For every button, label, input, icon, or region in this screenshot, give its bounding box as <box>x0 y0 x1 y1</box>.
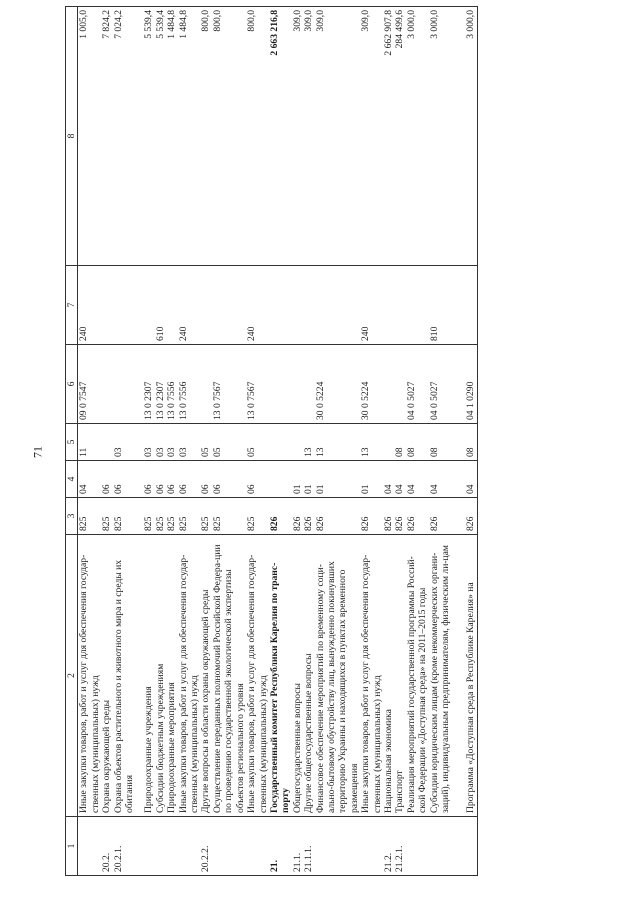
row-name: Осуществление переданных полномочий Российской Федера-ции по проведению государственной экологической экспертизы объектов регионального уровня <box>212 535 246 817</box>
row-subsection: 08 <box>394 424 405 461</box>
row-target-article: 04 0 5027 <box>406 345 429 424</box>
row-subsection: 03 <box>155 424 166 461</box>
table-row <box>212 7 246 876</box>
row-ministry-code: 825 <box>178 498 201 535</box>
row-amount: 2 662 907,8 <box>383 7 394 266</box>
table-row <box>113 7 136 876</box>
rotated-page <box>65 0 640 905</box>
row-subsection: 05 <box>246 424 269 461</box>
row-expense-type <box>315 266 361 345</box>
row-ministry-code: 826 <box>360 498 383 535</box>
row-subsection: 13 <box>303 424 314 461</box>
row-expense-type: 810 <box>429 266 452 345</box>
row-ministry-code: 825 <box>166 498 177 535</box>
row-subsection: 05 <box>200 424 211 461</box>
row-amount: 800,0 <box>200 7 211 266</box>
header-row <box>66 7 78 876</box>
table-row <box>166 7 177 876</box>
header-col-4: 4 <box>66 461 78 498</box>
header-col-2: 2 <box>66 535 78 817</box>
row-section <box>269 461 292 498</box>
row-name: Иные закупки товаров, работ и услуг для обеспечения государ-ственных (муниципальных) нужд <box>178 535 201 817</box>
row-number: 21.1.1. <box>303 817 314 876</box>
header-col-3: 3 <box>66 498 78 535</box>
header-col-5: 5 <box>66 424 78 461</box>
table-row <box>200 7 211 876</box>
row-amount: 309,0 <box>292 7 303 266</box>
row-amount: 3 000,0 <box>406 7 429 266</box>
row-ministry-code: 825 <box>113 498 136 535</box>
row-section: 06 <box>178 461 201 498</box>
header-col-6: 6 <box>66 345 78 424</box>
row-target-article: 04 1 0290 <box>451 345 477 424</box>
table-row <box>78 7 101 876</box>
row-expense-type: 240 <box>178 266 201 345</box>
row-name: Реализация мероприятий государственной программы Россий-ской Федерации «Доступная среда» на 2011–2015 годы <box>406 535 429 817</box>
row-section: 01 <box>360 461 383 498</box>
row-amount: 2 663 216,8 <box>269 7 292 266</box>
row-expense-type <box>394 266 405 345</box>
table-row <box>135 7 154 876</box>
row-number <box>178 817 201 876</box>
row-amount: 7 024,2 <box>113 7 136 266</box>
row-expense-type <box>383 266 394 345</box>
table-row <box>315 7 361 876</box>
row-amount: 5 539,4 <box>135 7 154 266</box>
row-subsection <box>101 424 112 461</box>
row-expense-type <box>451 266 477 345</box>
row-subsection: 13 <box>315 424 361 461</box>
row-section: 04 <box>451 461 477 498</box>
row-section: 01 <box>315 461 361 498</box>
row-target-article <box>101 345 112 424</box>
row-target-article: 13 0 7567 <box>246 345 269 424</box>
row-section: 06 <box>166 461 177 498</box>
row-section: 01 <box>292 461 303 498</box>
row-ministry-code: 826 <box>394 498 405 535</box>
row-target-article: 13 0 7567 <box>212 345 246 424</box>
row-name: Природоохранные учреждения <box>135 535 154 817</box>
row-amount: 309,0 <box>303 7 314 266</box>
row-name: Охрана объектов растительного и животного мира и среды их обитания <box>113 535 136 817</box>
row-amount: 1 005,0 <box>78 7 101 266</box>
row-name: Иные закупки товаров, работ и услуг для обеспечения государ-ственных (муниципальных) нужд <box>78 535 101 817</box>
row-ministry-code: 826 <box>315 498 361 535</box>
row-name: Иные закупки товаров, работ и услуг для обеспечения государ-ственных (муниципальных) нужд <box>246 535 269 817</box>
table-row <box>246 7 269 876</box>
row-subsection: 08 <box>451 424 477 461</box>
table-row <box>178 7 201 876</box>
row-ministry-code: 826 <box>429 498 452 535</box>
row-number: 20.2.1. <box>113 817 136 876</box>
row-section: 06 <box>101 461 112 498</box>
row-number <box>135 817 154 876</box>
row-subsection: 03 <box>113 424 136 461</box>
row-expense-type <box>200 266 211 345</box>
row-target-article <box>113 345 136 424</box>
row-section: 06 <box>155 461 166 498</box>
row-ministry-code: 825 <box>200 498 211 535</box>
row-amount: 800,0 <box>246 7 269 266</box>
row-target-article <box>394 345 405 424</box>
row-target-article: 13 0 7556 <box>178 345 201 424</box>
row-name: Природоохранные мероприятия <box>166 535 177 817</box>
row-amount: 7 824,2 <box>101 7 112 266</box>
row-number <box>451 817 477 876</box>
row-target-article: 30 0 5224 <box>315 345 361 424</box>
row-target-article: 13 0 7556 <box>166 345 177 424</box>
row-expense-type: 240 <box>246 266 269 345</box>
row-section: 06 <box>135 461 154 498</box>
row-amount: 5 539,4 <box>155 7 166 266</box>
row-number <box>360 817 383 876</box>
row-section: 06 <box>246 461 269 498</box>
row-number: 21.1. <box>292 817 303 876</box>
row-target-article: 04 0 5027 <box>429 345 452 424</box>
budget-table <box>65 6 478 876</box>
row-subsection: 03 <box>166 424 177 461</box>
row-expense-type <box>212 266 246 345</box>
row-number: 21.2. <box>383 817 394 876</box>
table-row <box>394 7 405 876</box>
row-subsection: 05 <box>212 424 246 461</box>
row-name: Иные закупки товаров, работ и услуг для обеспечения государ-ственных (муниципальных) нужд <box>360 535 383 817</box>
row-ministry-code: 825 <box>212 498 246 535</box>
row-expense-type <box>113 266 136 345</box>
row-expense-type: 610 <box>155 266 166 345</box>
row-number: 20.2.2. <box>200 817 211 876</box>
header-col-7: 7 <box>66 266 78 345</box>
row-ministry-code: 825 <box>101 498 112 535</box>
row-expense-type: 240 <box>360 266 383 345</box>
row-section: 06 <box>113 461 136 498</box>
row-ministry-code: 825 <box>78 498 101 535</box>
row-expense-type <box>269 266 292 345</box>
row-section: 04 <box>394 461 405 498</box>
row-section: 04 <box>406 461 429 498</box>
row-number <box>315 817 361 876</box>
row-expense-type <box>101 266 112 345</box>
row-ministry-code: 826 <box>451 498 477 535</box>
row-amount: 3 000,0 <box>429 7 452 266</box>
header-col-1: 1 <box>66 817 78 876</box>
row-target-article <box>292 345 303 424</box>
row-ministry-code: 825 <box>155 498 166 535</box>
row-target-article: 09 0 7547 <box>78 345 101 424</box>
row-name: Другие вопросы в области охраны окружающей среды <box>200 535 211 817</box>
table-row <box>155 7 166 876</box>
row-subsection <box>269 424 292 461</box>
table-row <box>383 7 394 876</box>
row-target-article: 30 0 5224 <box>360 345 383 424</box>
row-expense-type <box>406 266 429 345</box>
row-section: 06 <box>212 461 246 498</box>
row-amount: 284 499,6 <box>394 7 405 266</box>
row-section: 04 <box>429 461 452 498</box>
row-target-article <box>269 345 292 424</box>
row-ministry-code: 826 <box>383 498 394 535</box>
row-name: Субсидии юридическим лицам (кроме некоммерческих органи-заций), индивидуальным предпринимателям, физическим ли-цам <box>429 535 452 817</box>
row-number <box>212 817 246 876</box>
row-amount: 309,0 <box>315 7 361 266</box>
table-row <box>360 7 383 876</box>
row-name: Другие общегосударственные вопросы <box>303 535 314 817</box>
table-row <box>303 7 314 876</box>
row-number <box>429 817 452 876</box>
table-row <box>269 7 292 876</box>
row-name: Государственный комитет Республики Карелия по транс-порту <box>269 535 292 817</box>
row-ministry-code: 826 <box>292 498 303 535</box>
row-amount: 1 484,8 <box>166 7 177 266</box>
row-name: Программа «Доступная среда в Республике Карелия» на <box>451 535 477 817</box>
table-body <box>78 7 477 876</box>
table-row <box>451 7 477 876</box>
row-ministry-code: 826 <box>269 498 292 535</box>
row-target-article <box>200 345 211 424</box>
row-name: Национальная экономика <box>383 535 394 817</box>
header-col-8: 8 <box>66 7 78 266</box>
row-name: Финансовое обеспечение мероприятий по временному соци-ально-бытовому обустройству лиц, вынужденно покинувших территорию Украины и находящихся в пунктах временного размещения <box>315 535 361 817</box>
row-ministry-code: 825 <box>246 498 269 535</box>
row-expense-type <box>135 266 154 345</box>
row-amount: 1 484,8 <box>178 7 201 266</box>
row-number <box>246 817 269 876</box>
row-ministry-code: 826 <box>303 498 314 535</box>
row-name: Охрана окружающей среды <box>101 535 112 817</box>
row-amount: 309,0 <box>360 7 383 266</box>
row-target-article: 13 0 2307 <box>135 345 154 424</box>
row-target-article <box>303 345 314 424</box>
row-subsection: 11 <box>78 424 101 461</box>
row-ministry-code: 826 <box>406 498 429 535</box>
row-section: 06 <box>200 461 211 498</box>
table-row <box>406 7 429 876</box>
row-number <box>155 817 166 876</box>
row-expense-type <box>303 266 314 345</box>
row-amount: 800,0 <box>212 7 246 266</box>
row-subsection <box>292 424 303 461</box>
row-number <box>78 817 101 876</box>
row-expense-type <box>292 266 303 345</box>
row-name: Общегосударственные вопросы <box>292 535 303 817</box>
row-subsection: 13 <box>360 424 383 461</box>
rotated-content <box>65 0 640 884</box>
row-subsection: 08 <box>406 424 429 461</box>
row-subsection: 08 <box>429 424 452 461</box>
row-amount: 3 000,0 <box>451 7 477 266</box>
row-subsection: 03 <box>135 424 154 461</box>
row-number <box>406 817 429 876</box>
row-expense-type <box>166 266 177 345</box>
row-number: 21.2.1. <box>394 817 405 876</box>
row-target-article: 13 0 2307 <box>155 345 166 424</box>
table-row <box>101 7 112 876</box>
row-name: Субсидии бюджетным учреждениям <box>155 535 166 817</box>
row-section: 01 <box>303 461 314 498</box>
row-subsection <box>383 424 394 461</box>
table-row <box>292 7 303 876</box>
row-ministry-code: 825 <box>135 498 154 535</box>
row-target-article <box>383 345 394 424</box>
row-number <box>166 817 177 876</box>
page-number: 71 <box>30 446 45 458</box>
row-subsection: 03 <box>178 424 201 461</box>
table-row <box>429 7 452 876</box>
row-expense-type: 240 <box>78 266 101 345</box>
row-section: 04 <box>383 461 394 498</box>
row-section: 04 <box>78 461 101 498</box>
row-name: Транспорт <box>394 535 405 817</box>
row-number: 21. <box>269 817 292 876</box>
row-number: 20.2. <box>101 817 112 876</box>
